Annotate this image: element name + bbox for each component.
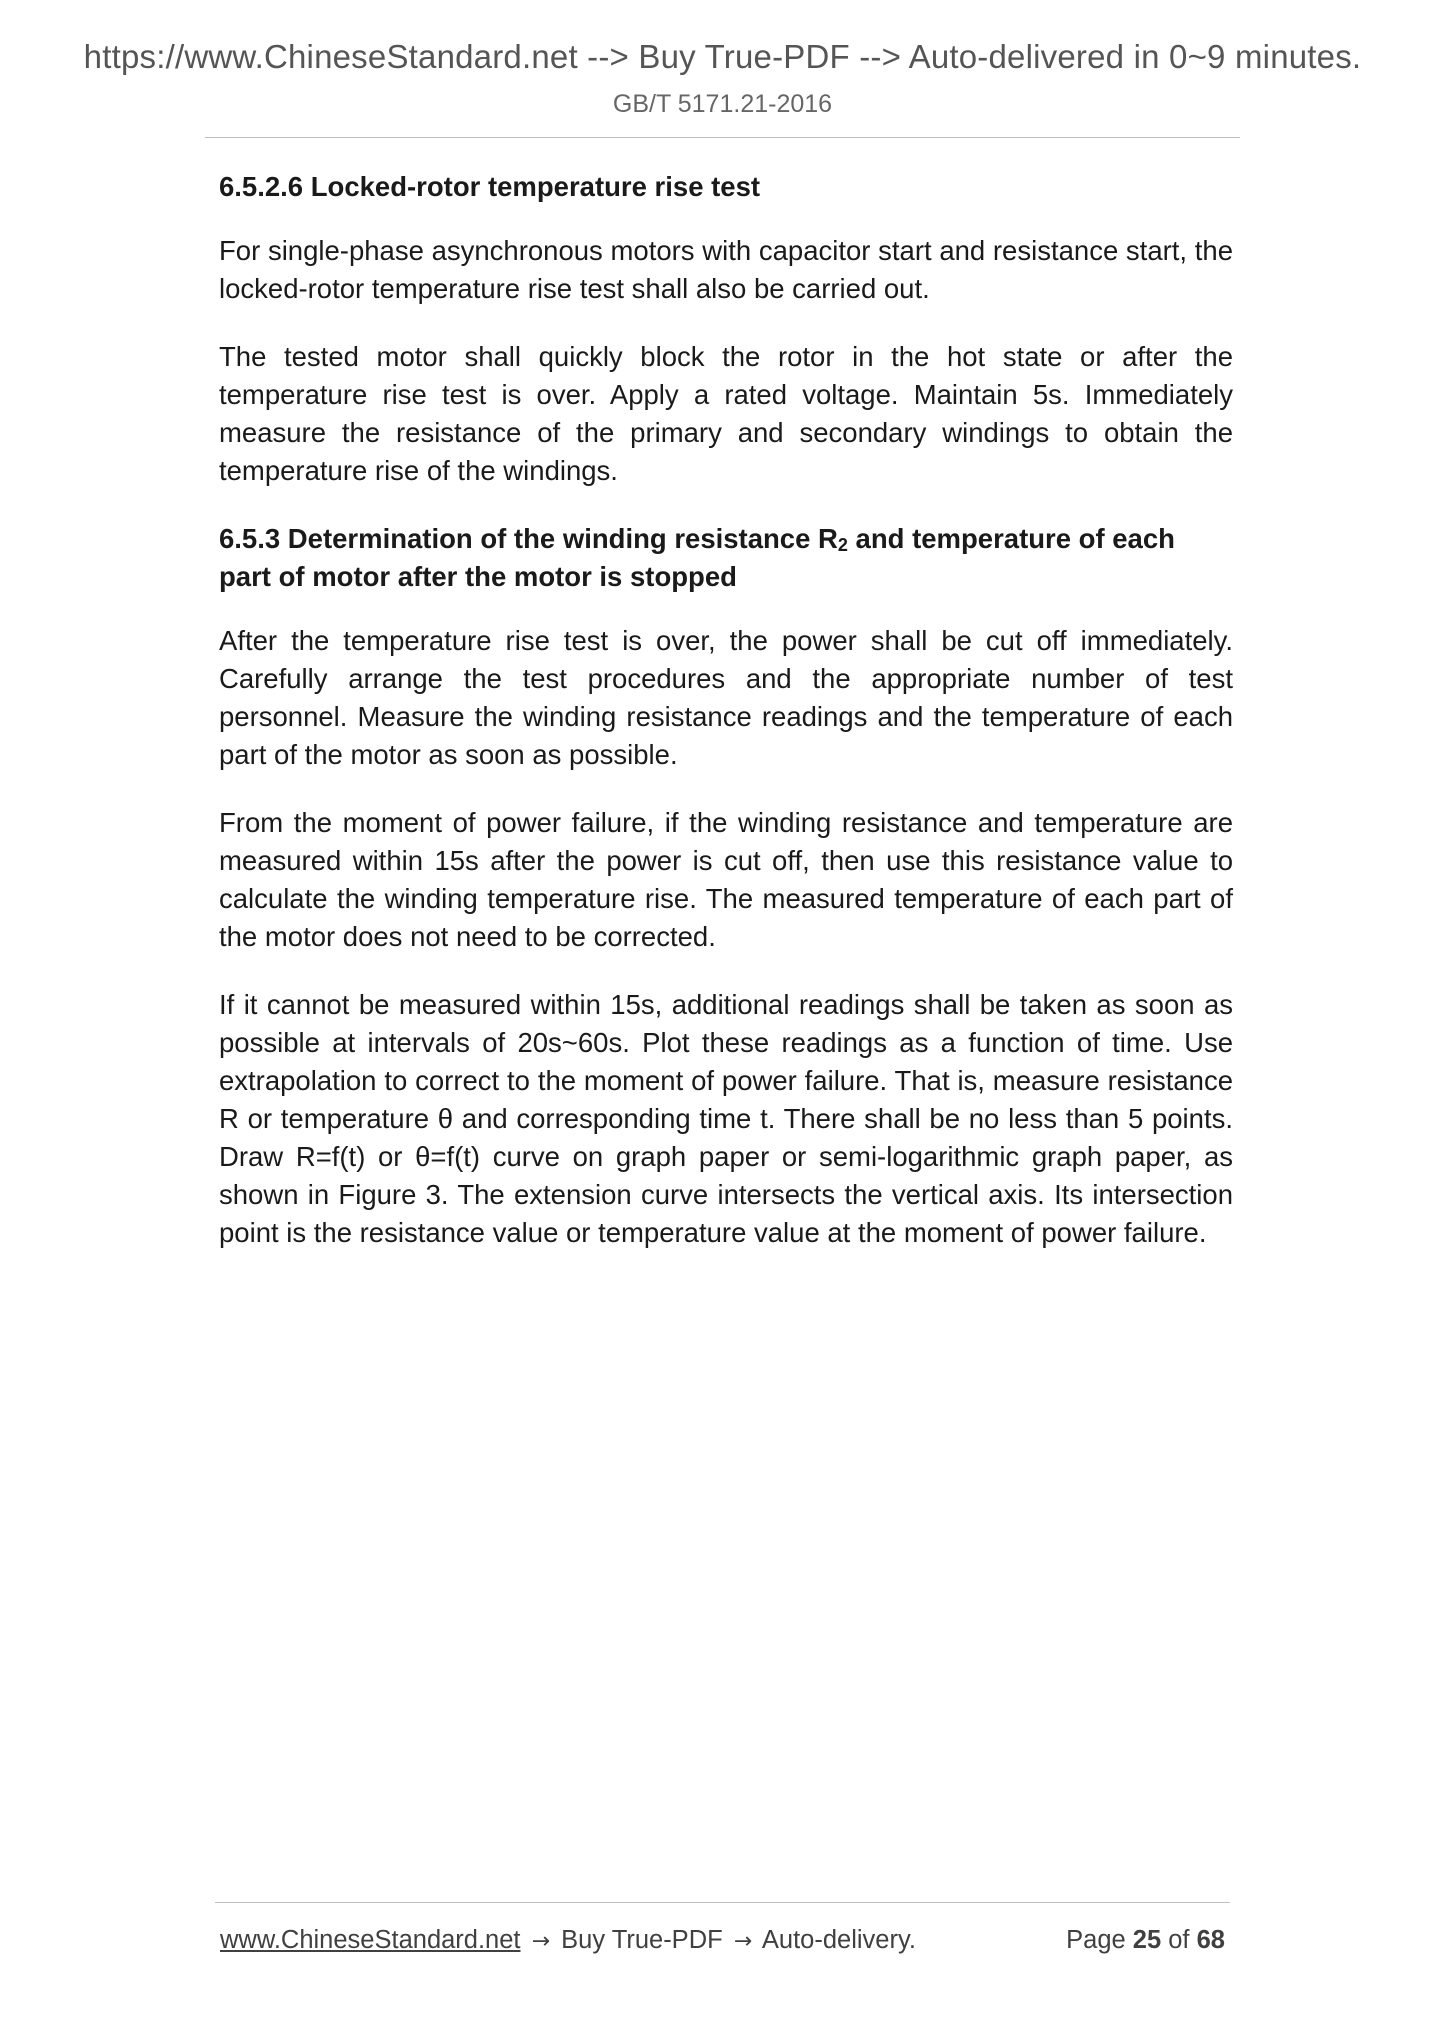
heading-subscript: 2: [837, 535, 848, 555]
page-indicator: [1066, 1926, 1225, 1955]
paragraph: From the moment of power failure, if the winding resistance and temperature are measured within 15s after the power is cut off, then use this resistance value to calculate the winding temperature rise. The measured temperature of each part of the motor does not need to be corrected.: [219, 807, 1233, 952]
section-heading-6-5-3: [219, 520, 1233, 596]
page-current: 25: [1132, 1926, 1162, 1954]
arrow-right-icon: →: [531, 1929, 551, 1954]
paragraph: The tested motor shall quickly block the rotor in the hot state or after the temperature rise test is over. Apply a rated voltage. Maintain 5s. Immediately measure the resistance of the primary and secondary windings to obtain the temperature rise of the windings.: [219, 341, 1233, 486]
header-divider: [205, 137, 1240, 138]
standard-number: GB/T 5171.21-2016: [612, 90, 833, 118]
paragraph: For single-phase asynchronous motors with capacitor start and resistance start, the locked-rotor temperature rise test shall also be carried out.: [219, 235, 1233, 304]
source-banner: https://www.ChineseStandard.net --> Buy True-PDF --> Auto-delivered in 0~9 minutes.: [83, 38, 1362, 75]
page-of: of: [1168, 1926, 1190, 1954]
footer-links: [220, 1926, 916, 1955]
website-link[interactable]: www.ChineseStandard.net: [220, 1926, 521, 1954]
heading-text: and temperature of each part of motor after the motor is stopped: [219, 523, 1175, 592]
section-heading-6-5-2-6: 6.5.2.6 Locked-rotor temperature rise test: [219, 171, 761, 202]
page-total: 68: [1196, 1926, 1225, 1954]
paragraph: If it cannot be measured within 15s, additional readings shall be taken as soon as possible at intervals of 20s~60s. Plot these readings as a function of time. Use extrapolation to correct to the moment of power failure. That is, measure resistance R or temperature θ and corresponding time t. There shall be no less than 5 points. Draw R=f(t) or θ=f(t) curve on graph paper or semi-logarithmic graph paper, as shown in Figure 3. The extension curve intersects the vertical axis. Its intersection point is the resistance value or temperature value at the moment of power failure.: [219, 989, 1233, 1248]
footer-divider: [215, 1902, 1230, 1903]
buy-text: Buy True-PDF: [561, 1926, 723, 1954]
document-body: [219, 168, 1233, 1282]
delivery-text: Auto-delivery.: [761, 1926, 916, 1954]
paragraph: After the temperature rise test is over, the power shall be cut off immediately. Carefully arrange the test procedures and the appropriate number of test personnel. Measure the winding resistance readings and the temperature of each part of the motor as soon as possible.: [219, 625, 1233, 770]
heading-text: 6.5.3 Determination of the winding resistance R: [219, 523, 838, 554]
page-label: Page: [1066, 1926, 1126, 1954]
arrow-right-icon: →: [733, 1929, 753, 1954]
